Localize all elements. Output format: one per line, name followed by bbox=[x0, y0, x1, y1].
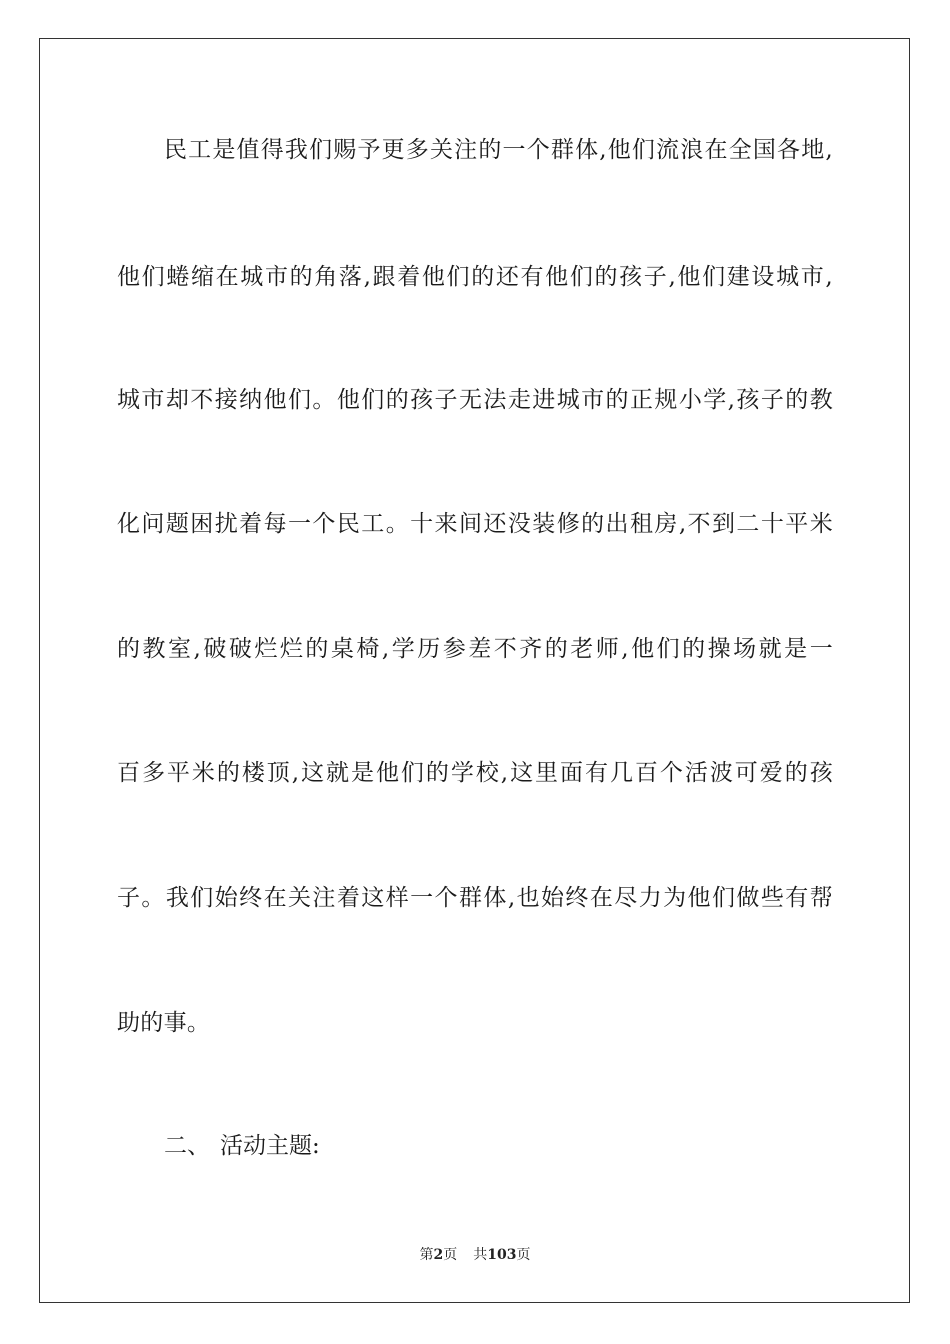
section-title: 活动主题: bbox=[220, 1133, 320, 1159]
paragraph-line: 民工是值得我们赐予更多关注的一个群体,他们流浪在全国各地, bbox=[164, 137, 833, 163]
section-number: 二、 bbox=[164, 1133, 210, 1159]
page-number: 2 bbox=[433, 1247, 444, 1263]
total-prefix: 共 bbox=[473, 1247, 488, 1263]
paragraph-line: 百多平米的楼顶,这就是他们的学校,这里面有几百个活波可爱的孩 bbox=[117, 760, 833, 786]
total-pages: 103 bbox=[487, 1247, 517, 1263]
section-heading bbox=[164, 1131, 320, 1161]
page-suffix: 页 bbox=[443, 1247, 458, 1263]
page-border bbox=[39, 38, 910, 1303]
total-suffix: 页 bbox=[516, 1247, 531, 1263]
paragraph-line: 助的事。 bbox=[117, 1010, 211, 1036]
page-footer bbox=[0, 1245, 950, 1265]
paragraph-line: 的教室,破破烂烂的桌椅,学历参差不齐的老师,他们的操场就是一 bbox=[117, 636, 833, 662]
page-prefix: 第 bbox=[419, 1247, 434, 1263]
paragraph-line: 城市却不接纳他们。他们的孩子无法走进城市的正规小学,孩子的教 bbox=[117, 387, 833, 413]
paragraph-line: 化问题困扰着每一个民工。十来间还没装修的出租房,不到二十平米 bbox=[117, 511, 833, 537]
paragraph-line: 子。我们始终在关注着这样一个群体,也始终在尽力为他们做些有帮 bbox=[117, 885, 833, 911]
paragraph-line: 他们蜷缩在城市的角落,跟着他们的还有他们的孩子,他们建设城市, bbox=[117, 264, 833, 290]
